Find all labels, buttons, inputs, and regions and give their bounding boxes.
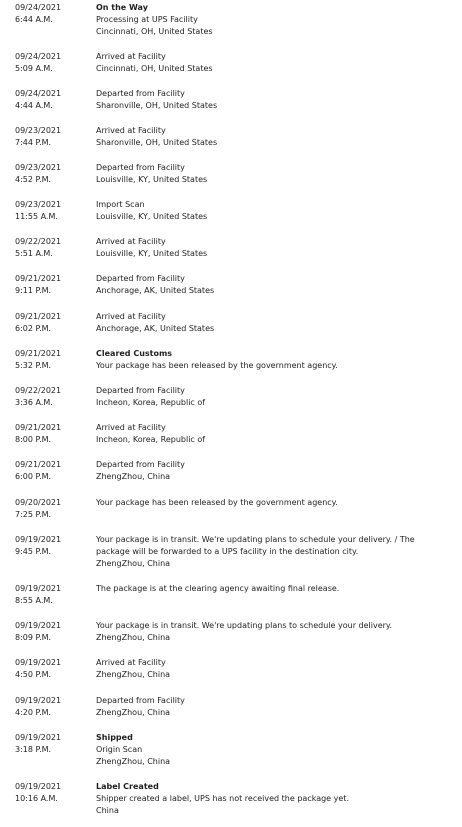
- event-date: 09/21/2021: [15, 460, 62, 469]
- event-detail-line: Sharonville, OH, United States: [96, 138, 218, 147]
- event-detail-line: Louisville, KY, United States: [96, 175, 208, 184]
- event-details: [96, 51, 396, 75]
- event-date: 09/19/2021: [15, 535, 62, 544]
- event-details: [96, 583, 396, 595]
- event-status: Label Created: [96, 782, 159, 791]
- event-date: 09/19/2021: [15, 658, 62, 667]
- event-detail-line: package will be forwarded to a UPS facility in the destination city.: [96, 547, 359, 556]
- event-details: [96, 732, 396, 768]
- event-datetime: [15, 2, 93, 26]
- event-time: 11:55 A.M.: [15, 212, 58, 221]
- event-date: 09/24/2021: [15, 3, 62, 12]
- event-datetime: [15, 348, 93, 372]
- event-time: 6:44 A.M.: [15, 15, 53, 24]
- event-datetime: [15, 125, 93, 149]
- event-date: 09/19/2021: [15, 782, 62, 791]
- event-details: [96, 385, 396, 409]
- event-detail-line: Arrived at Facility: [96, 237, 166, 246]
- event-datetime: [15, 583, 93, 607]
- event-details: [96, 422, 396, 446]
- event-detail-line: Shipper created a label, UPS has not received the package yet.: [96, 794, 349, 803]
- event-details: [96, 273, 396, 297]
- event-detail-line: Departed from Facility: [96, 274, 185, 283]
- event-detail-line: Arrived at Facility: [96, 658, 166, 667]
- event-date: 09/19/2021: [15, 621, 62, 630]
- event-detail-line: Louisville, KY, United States: [96, 249, 208, 258]
- event-datetime: [15, 273, 93, 297]
- event-detail-line: Cincinnati, OH, United States: [96, 64, 213, 73]
- event-time: 4:52 P.M.: [15, 175, 52, 184]
- event-date: 09/19/2021: [15, 584, 62, 593]
- event-date: 09/23/2021: [15, 163, 62, 172]
- event-time: 5:51 A.M.: [15, 249, 53, 258]
- event-details: [96, 781, 396, 817]
- event-datetime: [15, 88, 93, 112]
- event-date: 09/23/2021: [15, 126, 62, 135]
- event-details: [96, 695, 396, 719]
- event-detail-line: Arrived at Facility: [96, 52, 166, 61]
- event-detail-line: China: [96, 806, 119, 815]
- event-datetime: [15, 732, 93, 756]
- event-time: 5:09 A.M.: [15, 64, 53, 73]
- event-detail-line: Import Scan: [96, 200, 145, 209]
- event-detail-line: Your package is in transit. We're updating plans to schedule your delivery.: [96, 621, 393, 630]
- event-detail-line: Departed from Facility: [96, 460, 185, 469]
- event-datetime: [15, 311, 93, 335]
- event-datetime: [15, 534, 93, 558]
- event-time: 3:18 P.M.: [15, 745, 52, 754]
- event-date: 09/22/2021: [15, 237, 62, 246]
- event-datetime: [15, 781, 93, 805]
- event-time: 9:11 P.M.: [15, 286, 52, 295]
- event-detail-line: Processing at UPS Facility: [96, 15, 198, 24]
- event-date: 09/21/2021: [15, 274, 62, 283]
- event-detail-line: Departed from Facility: [96, 163, 185, 172]
- event-time: 6:02 P.M.: [15, 324, 52, 333]
- event-detail-line: ZhengZhou, China: [96, 708, 171, 717]
- event-detail-line: Arrived at Facility: [96, 423, 166, 432]
- event-time: 8:55 A.M.: [15, 596, 53, 605]
- event-detail-line: Anchorage, AK, United States: [96, 286, 215, 295]
- event-status: On the Way: [96, 3, 148, 12]
- event-datetime: [15, 199, 93, 223]
- event-details: [96, 162, 396, 186]
- event-details: [96, 199, 396, 223]
- event-detail-line: Anchorage, AK, United States: [96, 324, 215, 333]
- event-details: [96, 497, 396, 509]
- event-date: 09/24/2021: [15, 52, 62, 61]
- event-datetime: [15, 620, 93, 644]
- event-detail-line: Sharonville, OH, United States: [96, 101, 218, 110]
- event-detail-line: ZhengZhou, China: [96, 757, 171, 766]
- event-date: 09/20/2021: [15, 498, 62, 507]
- event-date: 09/21/2021: [15, 423, 62, 432]
- event-date: 09/24/2021: [15, 89, 62, 98]
- event-datetime: [15, 459, 93, 483]
- event-time: 4:44 A.M.: [15, 101, 53, 110]
- event-details: [96, 88, 396, 112]
- event-datetime: [15, 497, 93, 521]
- event-detail-line: Departed from Facility: [96, 89, 185, 98]
- event-details: [96, 657, 396, 681]
- event-detail-line: Cincinnati, OH, United States: [96, 27, 213, 36]
- event-detail-line: Departed from Facility: [96, 696, 185, 705]
- event-datetime: [15, 422, 93, 446]
- event-detail-line: The package is at the clearing agency awaiting final release.: [96, 584, 340, 593]
- event-date: 09/19/2021: [15, 733, 62, 742]
- event-details: [96, 534, 415, 570]
- event-details: [96, 125, 396, 149]
- event-detail-line: Arrived at Facility: [96, 312, 166, 321]
- event-datetime: [15, 695, 93, 719]
- event-detail-line: Incheon, Korea, Republic of: [96, 398, 206, 407]
- event-datetime: [15, 162, 93, 186]
- event-detail-line: ZhengZhou, China: [96, 472, 171, 481]
- event-details: [96, 459, 396, 483]
- event-detail-line: Departed from Facility: [96, 386, 185, 395]
- event-date: 09/19/2021: [15, 696, 62, 705]
- event-details: [96, 311, 396, 335]
- event-detail-line: Your package has been released by the government agency.: [96, 361, 338, 370]
- event-datetime: [15, 385, 93, 409]
- event-time: 8:00 P.M.: [15, 435, 52, 444]
- event-status: Shipped: [96, 733, 133, 742]
- event-detail-line: Origin Scan: [96, 745, 143, 754]
- event-time: 8:09 P.M.: [15, 633, 52, 642]
- event-time: 4:20 P.M.: [15, 708, 52, 717]
- event-datetime: [15, 236, 93, 260]
- event-detail-line: Louisville, KY, United States: [96, 212, 208, 221]
- event-time: 7:44 P.M.: [15, 138, 52, 147]
- event-details: [96, 348, 396, 372]
- event-date: 09/23/2021: [15, 200, 62, 209]
- event-time: 3:36 A.M.: [15, 398, 53, 407]
- event-date: 09/21/2021: [15, 349, 62, 358]
- event-time: 7:25 P.M.: [15, 510, 52, 519]
- event-detail-line: ZhengZhou, China: [96, 559, 171, 568]
- event-detail-line: ZhengZhou, China: [96, 633, 171, 642]
- event-datetime: [15, 657, 93, 681]
- event-details: [96, 236, 396, 260]
- event-status: Cleared Customs: [96, 349, 173, 358]
- event-time: 10:16 A.M.: [15, 794, 58, 803]
- event-detail-line: Your package has been released by the government agency.: [96, 498, 338, 507]
- event-detail-line: ZhengZhou, China: [96, 670, 171, 679]
- event-date: 09/22/2021: [15, 386, 62, 395]
- event-detail-line: Arrived at Facility: [96, 126, 166, 135]
- event-date: 09/21/2021: [15, 312, 62, 321]
- event-time: 5:32 P.M.: [15, 361, 52, 370]
- event-time: 9:45 P.M.: [15, 547, 52, 556]
- event-details: [96, 2, 396, 38]
- event-time: 4:50 P.M.: [15, 670, 52, 679]
- event-datetime: [15, 51, 93, 75]
- event-time: 6:00 P.M.: [15, 472, 52, 481]
- event-detail-line: Incheon, Korea, Republic of: [96, 435, 206, 444]
- event-detail-line: Your package is in transit. We're updating plans to schedule your delivery. / The: [96, 535, 415, 544]
- event-details: [96, 620, 396, 644]
